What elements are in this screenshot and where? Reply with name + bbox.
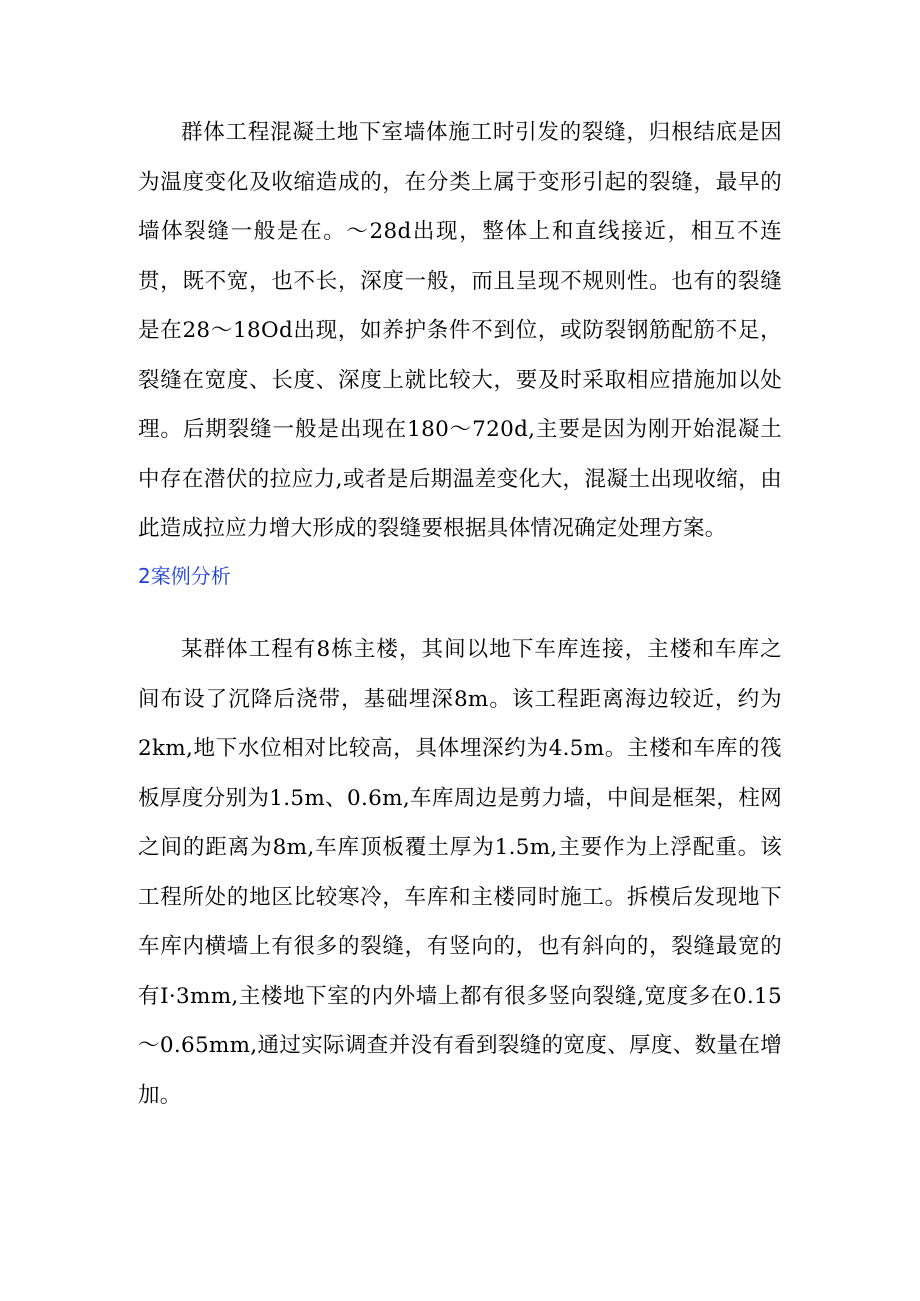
case-analysis-paragraph: 某群体工程有8栋主楼，其间以地下车库连接，主楼和车库之间布设了沉降后浇带，基础埋深8m。该工程距离海边较近，约为2km,地下水位相对比较高，具体埋深约为4.5m。主楼和车库的筏板厚度分别为1.5m、0.6m,车库周边是剪力墙，中间是框架，柱网之间的距离为8m,车库顶板覆土厚为1.5m,主要作为上浮配重。该工程所处的地区比较寒冷，车库和主楼同时施工。拆模后发现地下车库内横墙上有很多的裂缝，有竖向的，也有斜向的，裂缝最宽的有I·3mm,主楼地下室的内外墙上都有很多竖向裂缝,宽度多在0.15～0.65mm,通过实际调查并没有看到裂缝的宽度、厚度、数量在增加。 [138,637,782,1108]
section-heading: 2案例分析 [138,564,231,588]
intro-paragraph: 群体工程混凝土地下室墙体施工时引发的裂缝，归根结底是因为温度变化及收缩造成的，在分类上属于变形引起的裂缝，最早的墙体裂缝一般是在。～28d出现，整体上和直线接近，相互不连贯，既不宽，也不长，深度一般，而且呈现不规则性。也有的裂缝是在28～18Od出现，如养护条件不到位，或防裂钢筋配筋不足，裂缝在宽度、长度、深度上就比较大，要及时采取相应措施加以处理。后期裂缝一般是出现在180～720d,主要是因为刚开始混凝土中存在潜伏的拉应力,或者是后期温差变化大，混凝土出现收缩，由此造成拉应力增大形成的裂缝要根据具体情况确定处理方案。 [138,120,782,541]
